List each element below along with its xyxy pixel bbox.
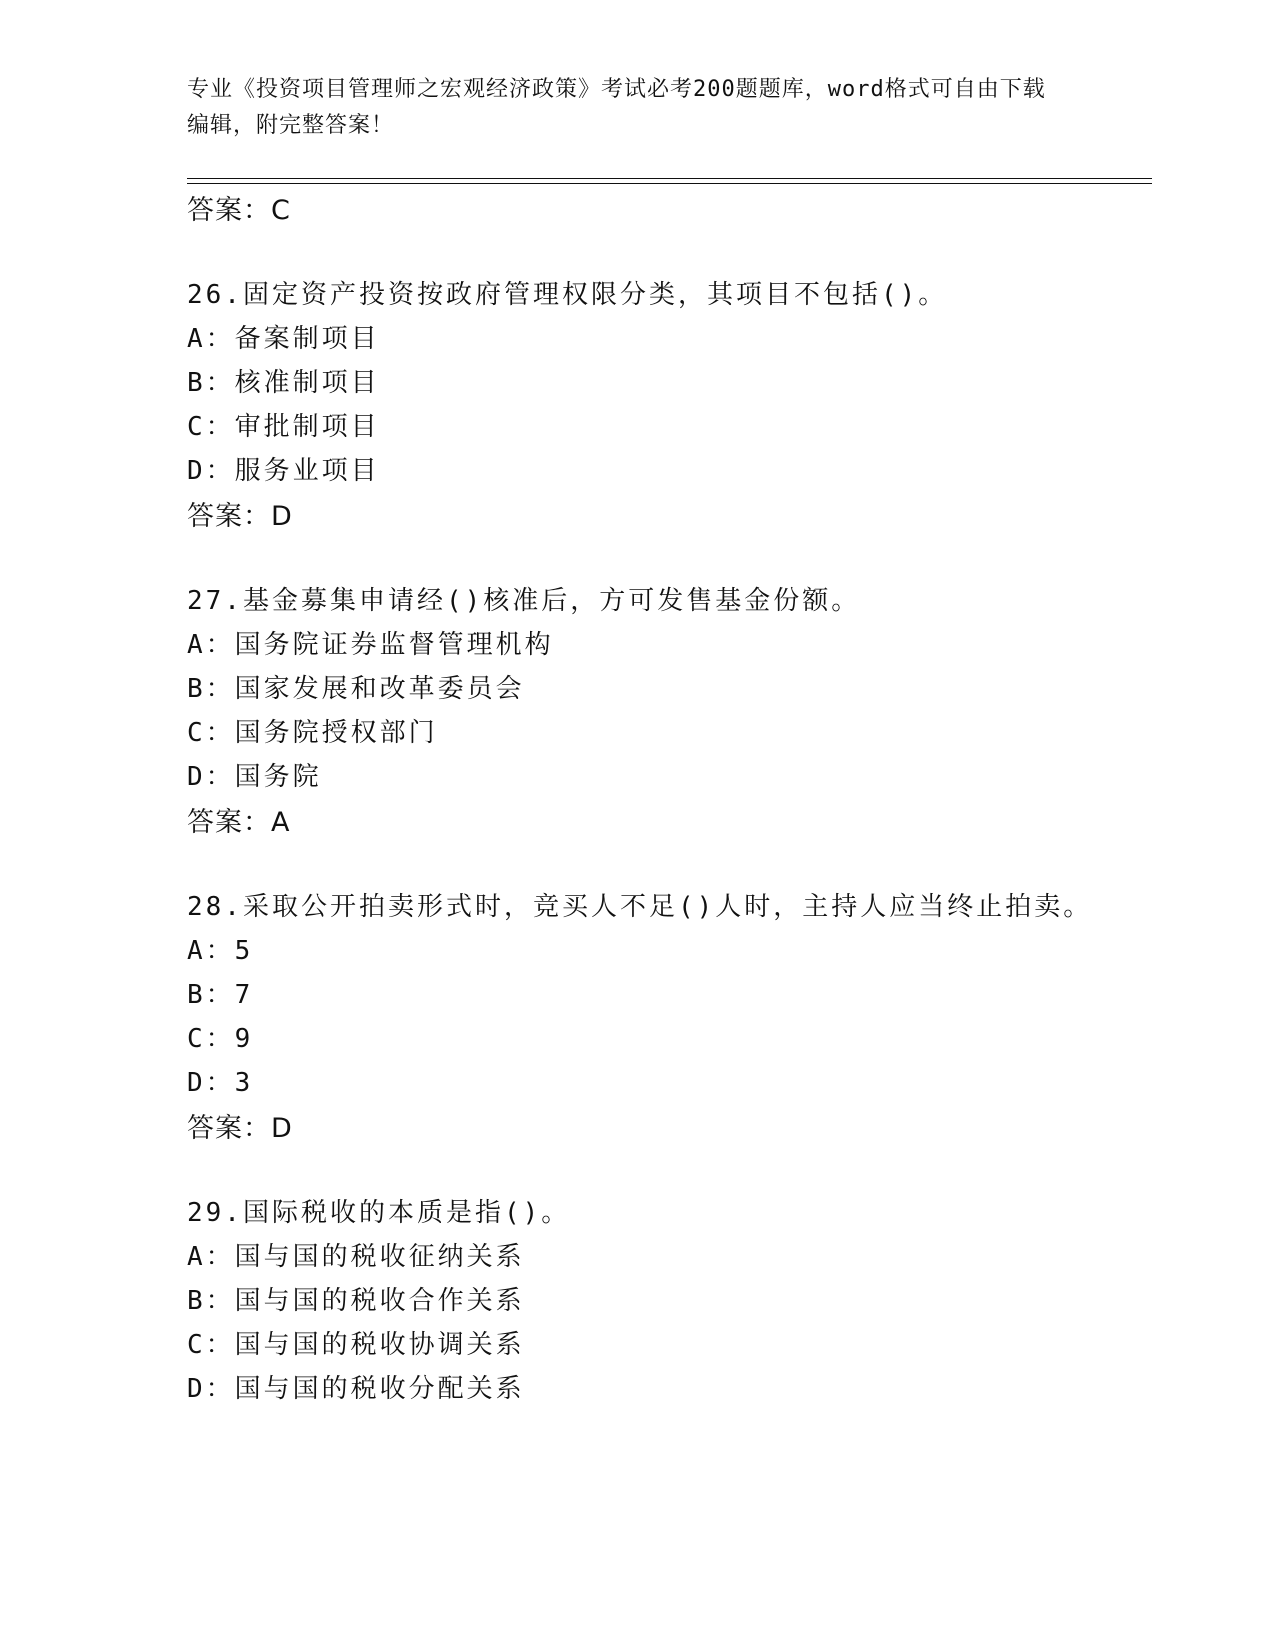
option-d: D：服务业项目 [187, 456, 380, 486]
header-divider-top [187, 178, 1152, 179]
header-divider-bottom [187, 183, 1152, 184]
option-a: A：备案制项目 [187, 324, 380, 354]
option-a: A：5 [187, 936, 254, 966]
option-c: C：国务院授权部门 [187, 718, 438, 748]
option-b: B：国家发展和改革委员会 [187, 674, 525, 704]
answer-line: 答案：D [187, 1113, 293, 1144]
option-c: C：9 [187, 1024, 254, 1054]
document-intro: 专业《投资项目管理师之宏观经济政策》考试必考200题题库，word格式可自由下载编辑，附完整答案！ [187, 77, 1046, 138]
option-b: B：核准制项目 [187, 368, 380, 398]
option-a: A：国务院证券监督管理机构 [187, 630, 554, 660]
question-stem: 27.基金募集申请经()核准后，方可发售基金份额。 [187, 586, 861, 616]
option-d: D：国务院 [187, 762, 322, 792]
question-stem: 28.采取公开拍卖形式时，竞买人不足()人时，主持人应当终止拍卖。 [187, 892, 1093, 922]
answer-line: 答案：C [187, 195, 291, 226]
option-a: A：国与国的税收征纳关系 [187, 1242, 525, 1272]
option-b: B：国与国的税收合作关系 [187, 1286, 525, 1316]
answer-line: 答案：D [187, 501, 293, 532]
option-c: C：国与国的税收协调关系 [187, 1330, 525, 1360]
option-c: C：审批制项目 [187, 412, 380, 442]
option-d: D：3 [187, 1068, 254, 1098]
option-b: B：7 [187, 980, 254, 1010]
answer-line: 答案：A [187, 807, 291, 838]
option-d: D：国与国的税收分配关系 [187, 1374, 525, 1404]
question-stem: 26.固定资产投资按政府管理权限分类，其项目不包括()。 [187, 280, 948, 310]
question-stem: 29.国际税收的本质是指()。 [187, 1198, 571, 1228]
